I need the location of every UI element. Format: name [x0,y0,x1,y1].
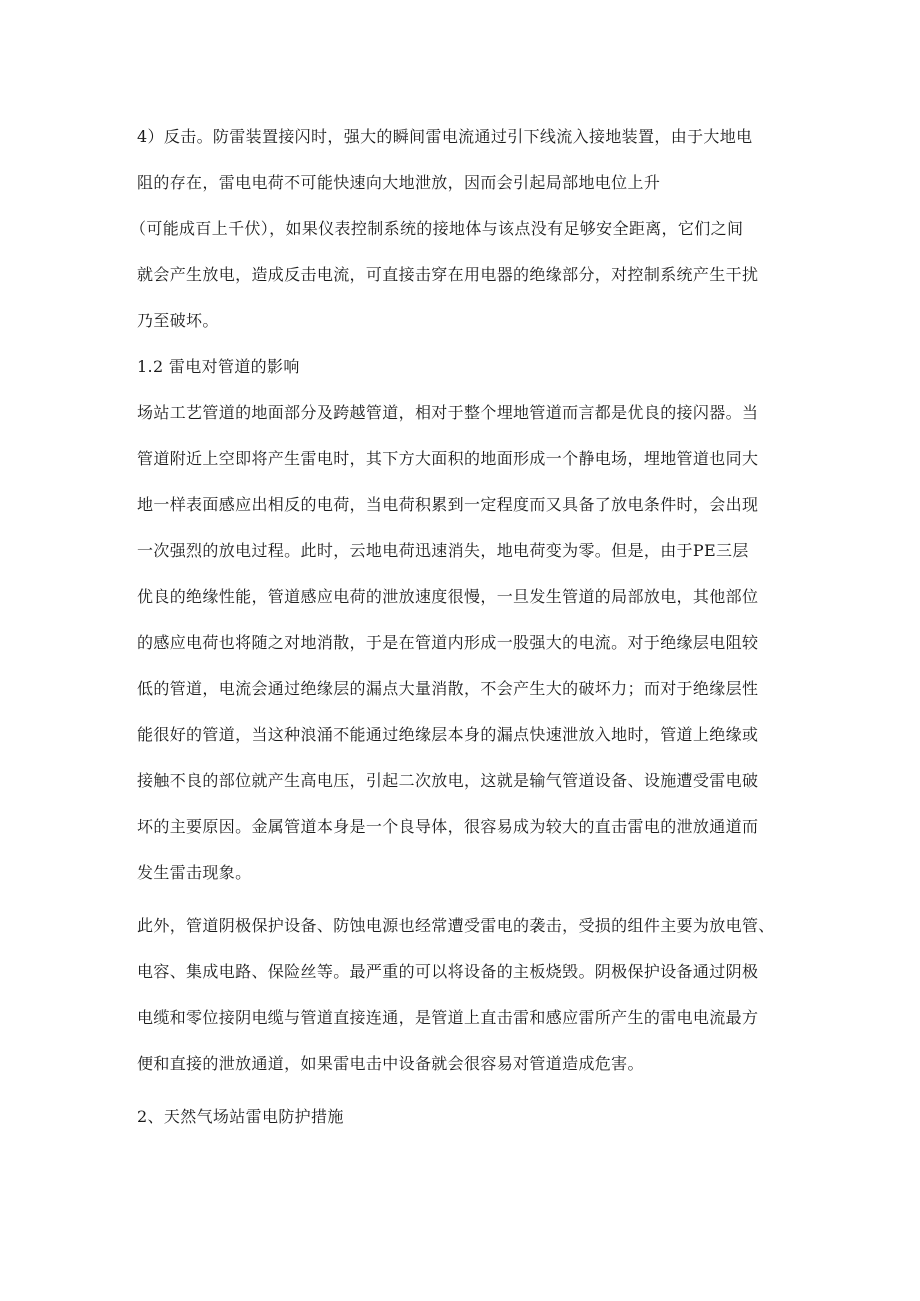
paragraph-line: 便和直接的泄放通道，如果雷电击中设备就会很容易对管道造成危害。 [137,1054,644,1073]
paragraph-line: 此外，管道阴极保护设备、防蚀电源也经常遭受雷电的袭击，受损的组件主要为放电管、 [137,916,775,935]
paragraph-line: 阻的存在，雷电电荷不可能快速向大地泄放，因而会引起局部地电位上升 [137,173,661,192]
paragraph-line: 低的管道，电流会通过绝缘层的漏点大量消散，不会产生大的破坏力；而对于绝缘层性 [137,679,759,698]
paragraph-line: 的感应电荷也将随之对地消散，于是在管道内形成一股强大的电流。对于绝缘层电阻较 [137,633,759,652]
paragraph-line: 接触不良的部位就产生高电压，引起二次放电，这就是输气管道设备、设施遭受雷电破 [137,771,759,790]
paragraph-line: 场站工艺管道的地面部分及跨越管道，相对于整个埋地管道而言都是优良的接闪器。当 [137,403,759,422]
paragraph-line: 就会产生放电，造成反击电流，可直接击穿在用电器的绝缘部分，对控制系统产生干扰 [137,265,759,284]
paragraph-line: 能很好的管道，当这种浪涌不能通过绝缘层本身的漏点快速泄放入地时，管道上绝缘或 [137,725,759,744]
paragraph-line: 乃至破坏。 [137,311,219,330]
paragraph-line: 坏的主要原因。金属管道本身是一个良导体，很容易成为较大的直击雷电的泄放通道而 [137,817,759,836]
section-heading-2: 2、天然气场站雷电防护措施 [137,1107,344,1126]
section-heading-1-2: 1.2 雷电对管道的影响 [137,357,300,376]
paragraph-line: 管道附近上空即将产生雷电时，其下方大面积的地面形成一个静电场，埋地管道也同大 [137,449,759,468]
paragraph-line: 电容、集成电路、保险丝等。最严重的可以将设备的主板烧毁。阴极保护设备通过阴极 [137,962,759,981]
paragraph-line: 4）反击。防雷装置接闪时，强大的瞬间雷电流通过引下线流入接地装置，由于大地电 [137,127,753,146]
paragraph-line: 地一样表面感应出相反的电荷，当电荷积累到一定程度而又具备了放电条件时，会出现 [137,495,759,514]
paragraph-line: 优良的绝缘性能，管道感应电荷的泄放速度很慢，一旦发生管道的局部放电，其他部位 [137,587,759,606]
paragraph-line: 发生雷击现象。 [137,863,252,882]
paragraph-line: 一次强烈的放电过程。此时，云地电荷迅速消失，地电荷变为零。但是，由于PE三层 [137,541,749,560]
paragraph-line: 电缆和零位接阴电缆与管道直接连通，是管道上直击雷和感应雷所产生的雷电电流最方 [137,1008,759,1027]
paragraph-line: （可能成百上千伏），如果仪表控制系统的接地体与该点没有足够安全距离，它们之间 [130,219,744,238]
